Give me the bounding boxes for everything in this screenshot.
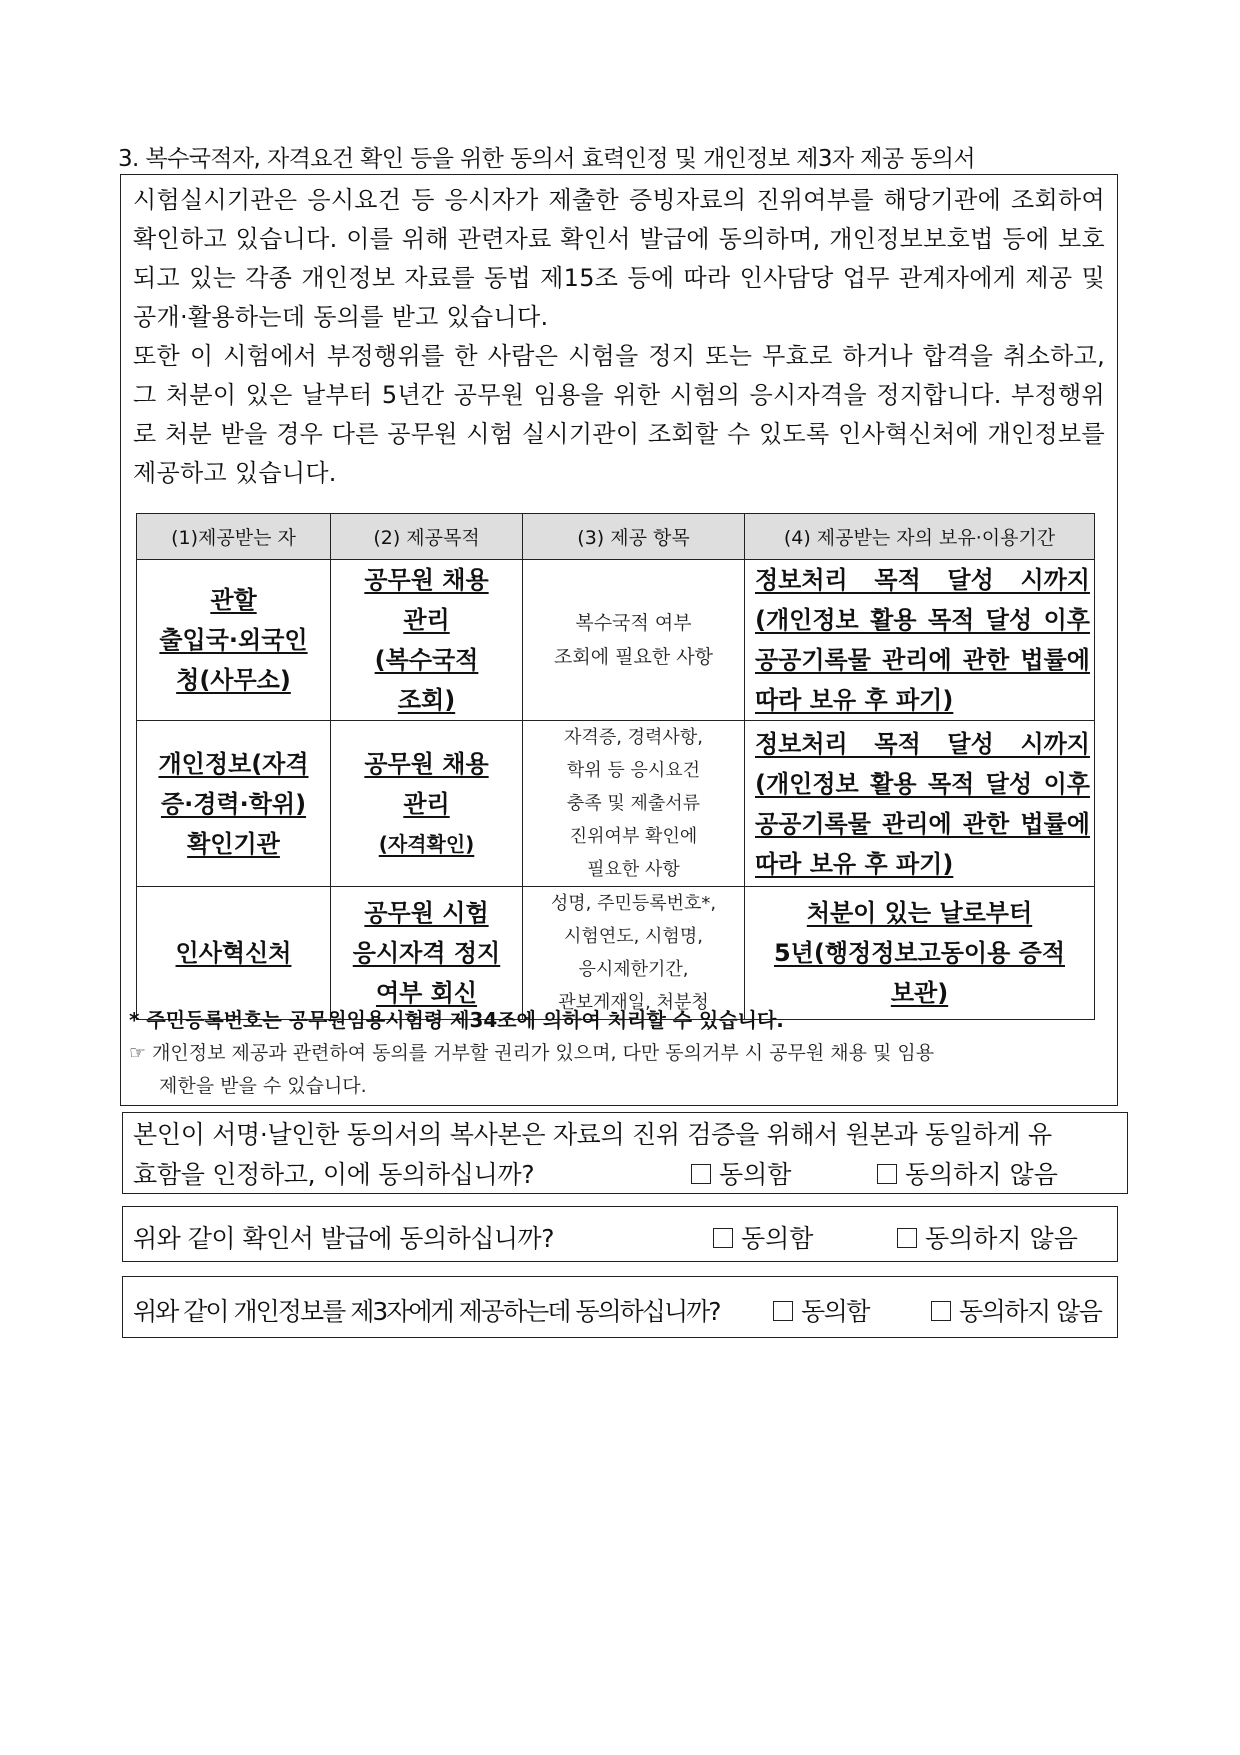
purpose-line: 응시자격 정지 [352,939,501,967]
consent-copy-validity-box [122,1112,1128,1194]
disagree-option[interactable] [877,1155,1058,1191]
intro-paragraph-2: 또한 이 시험에서 부정행위를 한 사람은 시험을 정지 또는 무효로 하거나 합격을 취소하고, 그 처분이 있은 날부터 5년간 공무원 임용을 위한 시험의 응시자격을 정지합니다. 부정행위로 처분 받을 경우 다른 공무원 시험 실시기관이 조회할 수 있도록 인사혁신처에 개인정보를 제공하고 있습니다. [133,342,1105,487]
recipient-cell [137,721,331,887]
items-line: 필요한 사항 [587,859,680,880]
consent-certificate-box [122,1206,1118,1262]
period-line: 따라 보유 후 파기) [755,686,954,714]
purpose-line: 여부 회신 [375,979,478,1007]
disagree-label: 동의하지 않음 [905,1160,1058,1189]
agree-label: 동의함 [801,1297,869,1326]
consent-question: 효함을 인정하고, 이에 동의하십니까? [133,1160,535,1189]
header-recipient: (1)제공받는 자 [137,514,331,560]
items-line: 학위 등 응시요건 [566,760,701,781]
items-cell [523,560,745,721]
purpose-cell [331,887,523,1020]
recipient-line: 확인기관 [187,829,280,858]
purpose-line: 조회) [397,686,456,714]
purpose-cell [331,560,523,721]
items-line: 자격증, 경력사항, [564,727,703,748]
header-retention-period: (4) 제공받는 자의 보유·이용기간 [745,514,1095,560]
purpose-line: (복수국적 [374,646,479,674]
period-line: (개인정보 활용 목적 달성 이후 [755,606,1090,634]
recipient-cell [137,887,331,1020]
period-cell [745,721,1095,887]
checkbox-icon[interactable] [691,1164,711,1184]
checkbox-icon[interactable] [897,1228,917,1248]
items-line: 복수국적 여부 [575,612,692,634]
period-line: 5년(행정정보고동이용 증적 [773,939,1066,967]
recipient-line: 증·경력·학위) [160,789,307,818]
recipient-cell [137,560,331,721]
items-cell [523,887,745,1020]
items-line: 응시제한기간, [578,959,689,980]
period-line: 따라 보유 후 파기) [755,849,954,878]
checkbox-icon[interactable] [931,1301,951,1321]
period-cell [745,560,1095,721]
agree-option[interactable] [773,1292,869,1328]
recipient-line: 인사혁신처 [175,939,292,967]
period-line: 정보처리 목적 달성 시까지 [755,729,1090,758]
purpose-line: 관리 [403,606,450,634]
table-header-row [137,514,1095,560]
footnote-line: 제한을 받을 수 있습니다. [159,1075,367,1097]
items-line: 시험연도, 시험명, [564,926,703,947]
purpose-line: 공무원 시험 [364,899,489,927]
consent-question: 본인이 서명·날인한 동의서의 복사본은 자료의 진위 검증을 위해서 원본과 동일하게 유 [133,1120,1052,1149]
period-line: 공공기록물 관리에 관한 법률에 [755,809,1090,838]
consent-third-party-box [122,1276,1118,1338]
recipient-line: 출입국·외국인 [159,626,308,654]
header-items: (3) 제공 항목 [523,514,745,560]
agree-option[interactable] [691,1155,791,1191]
consent-main-box [120,174,1118,1106]
disagree-option[interactable] [931,1292,1101,1328]
recipient-line: 관할 [210,586,257,614]
items-line: 충족 및 제출서류 [566,793,701,814]
period-line: 공공기록물 관리에 관한 법률에 [755,646,1090,674]
disagree-label: 동의하지 않음 [959,1297,1102,1326]
document-title: 3. 복수국적자, 자격요건 확인 등을 위한 동의서 효력인정 및 개인정보 제3자 제공 동의서 [118,146,976,172]
recipient-line: 청(사무소) [176,666,291,694]
footnote-resident-number: * 주민등록번호는 공무원임용시험령 제34조에 의하여 처리할 수 있습니다. [129,1008,784,1032]
table-row [137,721,1095,887]
intro-paragraph-1: 시험실시기관은 응시요건 등 응시자가 제출한 증빙자료의 진위여부를 해당기관에 조회하여 확인하고 있습니다. 이를 위해 관련자료 확인서 발급에 동의하며, 개인정보보호법 등에 보호되고 있는 각종 개인정보 자료를 동법 제15조 등에 따라 인사담당 업무 관계자에게 제공 및 공개·활용하는데 동의를 받고 있습니다. [133,186,1105,331]
period-line: 정보처리 목적 달성 시까지 [755,566,1090,594]
consent-question: 위와 같이 확인서 발급에 동의하십니까? [133,1224,554,1253]
items-line: 성명, 주민등록번호*, [550,893,717,914]
recipient-line: 개인정보(자격 [158,749,309,778]
provision-table [136,513,1095,1020]
checkbox-icon[interactable] [773,1301,793,1321]
purpose-line: 공무원 채용 [364,749,489,778]
agree-label: 동의함 [741,1224,814,1253]
header-purpose: (2) 제공목적 [331,514,523,560]
purpose-line: (자격확인) [378,831,475,856]
period-line: (개인정보 활용 목적 달성 이후 [755,769,1090,798]
consent-question: 위와 같이 개인정보를 제3자에게 제공하는데 동의하십니까? [133,1297,720,1326]
items-line: 관보게재일, 처분청 [558,992,709,1013]
disagree-label: 동의하지 않음 [925,1224,1078,1253]
footnote-refusal-right [129,1037,1109,1103]
purpose-line: 관리 [403,789,450,818]
items-line: 진위여부 확인에 [569,826,698,847]
purpose-line: 공무원 채용 [364,566,489,594]
period-line: 보관) [890,979,949,1007]
agree-label: 동의함 [719,1160,792,1189]
items-line: 조회에 필요한 사항 [554,646,713,668]
checkbox-icon[interactable] [713,1228,733,1248]
items-cell [523,721,745,887]
table-row [137,560,1095,721]
checkbox-icon[interactable] [877,1164,897,1184]
table-row [137,887,1095,1020]
period-line: 처분이 있는 날로부터 [806,899,1033,927]
disagree-option[interactable] [897,1219,1078,1255]
purpose-cell [331,721,523,887]
footnotes [129,1003,1109,1103]
agree-option[interactable] [713,1219,813,1255]
footnote-line: ☞ 개인정보 제공과 관련하여 동의를 거부할 권리가 있으며, 다만 동의거부 시 공무원 채용 및 임용 [129,1042,935,1064]
period-cell [745,887,1095,1020]
